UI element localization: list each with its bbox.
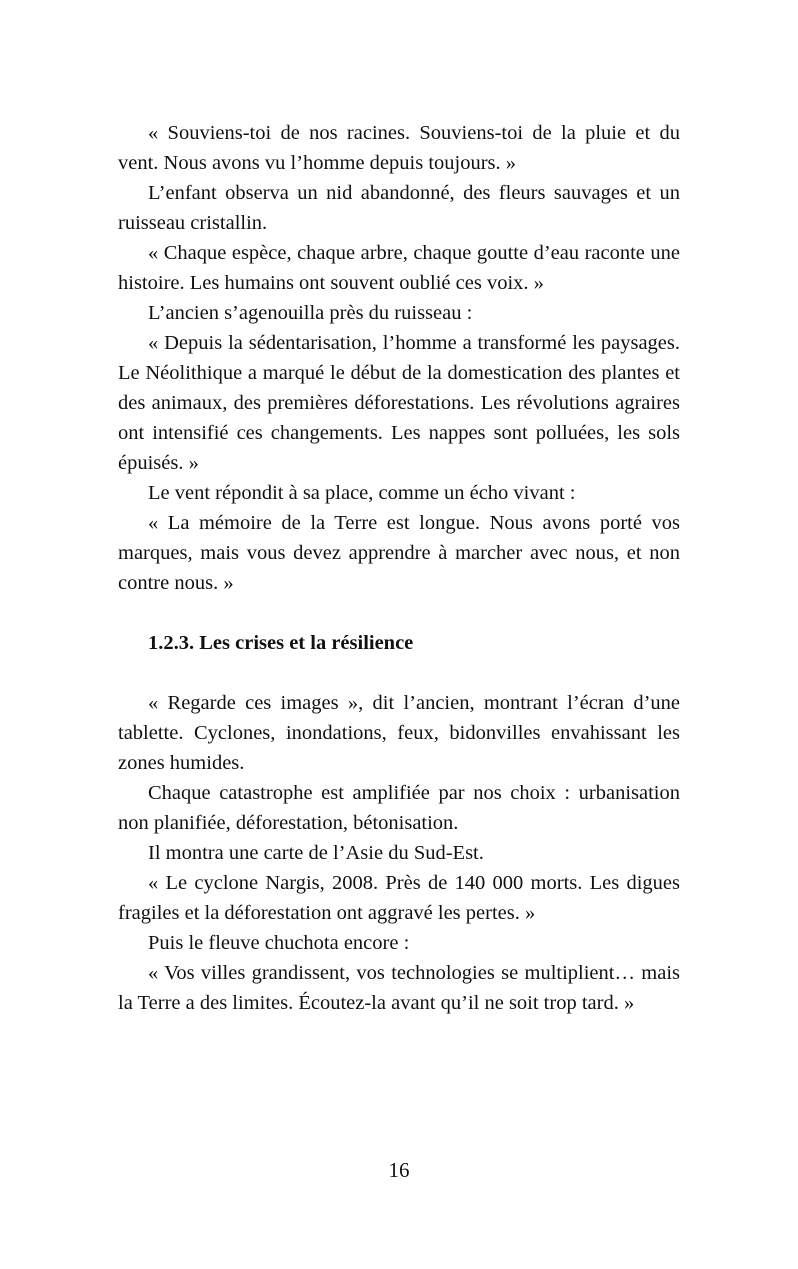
paragraph: « Vos villes grandissent, vos technologies se multiplient… mais la Terre a des limites. Écoutez-la avant qu’il ne soit trop tard. » — [118, 962, 680, 1014]
paragraph: L’ancien s’agenouilla près du ruisseau : — [148, 302, 473, 324]
page-number: 16 — [388, 1158, 410, 1182]
page-body — [118, 118, 680, 1018]
paragraph: « Chaque espèce, chaque arbre, chaque goutte d’eau raconte une histoire. Les humains ont souvent oublié ces voix. » — [118, 242, 680, 294]
paragraph: « Le cyclone Nargis, 2008. Près de 140 000 morts. Les digues fragiles et la déforestation ont aggravé les pertes. » — [118, 872, 680, 924]
paragraph: « Souviens-toi de nos racines. Souviens-toi de la pluie et du vent. Nous avons vu l’homme depuis toujours. » — [118, 122, 680, 174]
section-heading: 1.2.3. Les crises et la résilience — [148, 632, 414, 654]
paragraph: Puis le fleuve chuchota encore : — [148, 932, 410, 954]
paragraph: Le vent répondit à sa place, comme un écho vivant : — [148, 482, 576, 504]
paragraph: Il montra une carte de l’Asie du Sud-Est. — [148, 842, 484, 864]
paragraph: Chaque catastrophe est amplifiée par nos choix : urbanisation non planifiée, déforestation, bétonisation. — [118, 782, 680, 834]
paragraph: « Regarde ces images », dit l’ancien, montrant l’écran d’une tablette. Cyclones, inondations, feux, bidonvilles envahissant les zones humides. — [118, 692, 680, 774]
paragraph: « La mémoire de la Terre est longue. Nous avons porté vos marques, mais vous devez apprendre à marcher avec nous, et non contre nous. » — [118, 512, 680, 594]
paragraph: L’enfant observa un nid abandonné, des fleurs sauvages et un ruisseau cristallin. — [118, 182, 680, 234]
paragraph: « Depuis la sédentarisation, l’homme a transformé les paysages. Le Néolithique a marqué le début de la domestication des plantes et des animaux, des premières déforestations. Les révolutions agraires ont intensifié ces changements. Les nappes sont polluées, les sols épuisés. » — [118, 332, 680, 474]
